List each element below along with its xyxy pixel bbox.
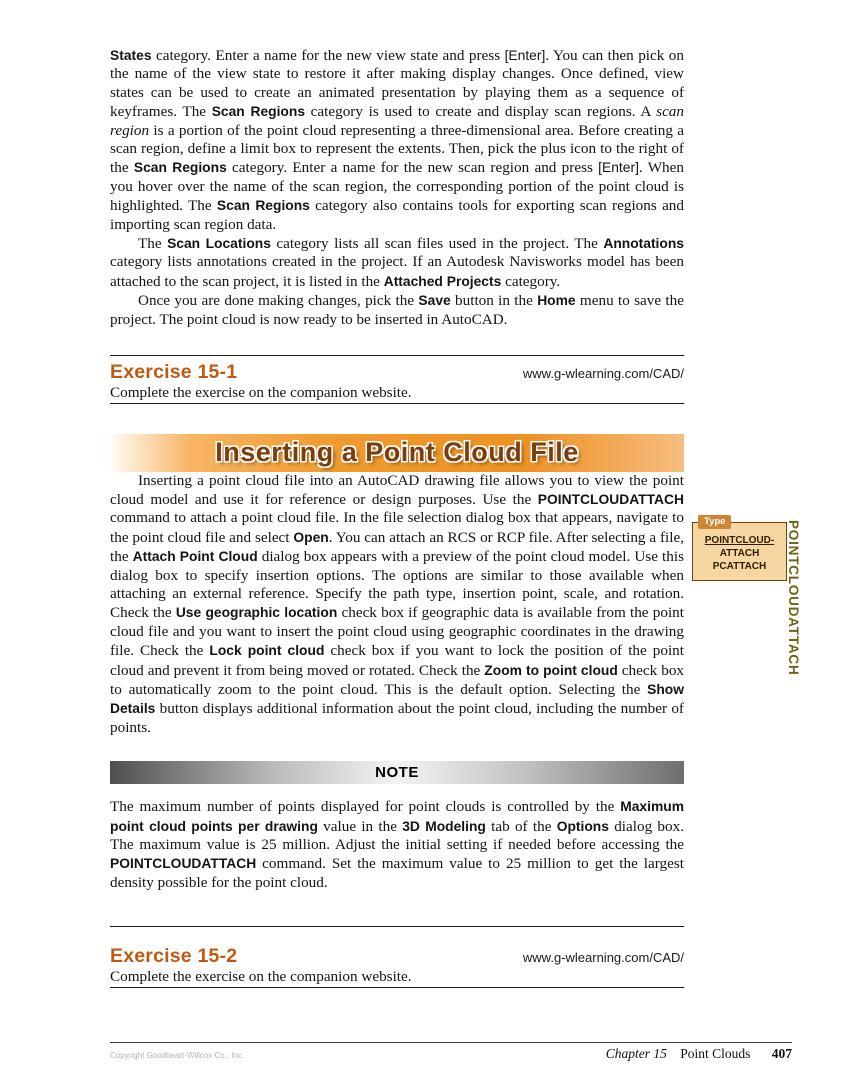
text-segment: Options [556, 817, 609, 834]
text-segment: States [110, 47, 152, 63]
exercise-title: Exercise 15-2 [110, 945, 238, 968]
type-label: Type [698, 515, 731, 529]
text-segment: tab of the [485, 817, 557, 835]
divider-rule [110, 926, 684, 927]
exercise-heading-row [110, 945, 684, 968]
text-segment: Show Details [110, 680, 684, 717]
text-segment: category also contains tools for exporting scan regions and importing scan region data. [110, 197, 684, 233]
text-segment: dialog box. The maximum value is 25 million. Adjust the initial setting if needed before accessing the [110, 817, 685, 853]
text-segment: Attached Projects [383, 272, 502, 289]
exercise-bottom-rule [110, 403, 684, 404]
text-segment: Once you are done making changes, pick the [138, 292, 419, 310]
text-segment: Lock point cloud [209, 642, 325, 659]
command-name-line-2: ATTACH [719, 548, 760, 559]
text-segment: Home [537, 292, 576, 309]
copyright-text: Copyright Goodheart-Willcox Co., Inc. [110, 1051, 245, 1060]
text-segment: category. Enter a name for the new view state and press [151, 47, 505, 64]
exercise-15-1-block [110, 355, 684, 403]
note-label: NOTE [375, 764, 419, 782]
exercise-instruction: Complete the exercise on the companion website. [110, 384, 412, 402]
chapter-number: Chapter 15 [605, 1046, 667, 1061]
text-segment: Scan Regions [211, 103, 306, 120]
text-segment: check box if geographic data is available from the point cloud file and you want to insert the point cloud using geographic coordinates in the drawing file. Check the [110, 604, 684, 660]
command-alias: PCATTACH [712, 561, 767, 572]
page-number: 407 [771, 1046, 792, 1061]
note-paragraph [110, 797, 684, 892]
exercise-instruction: Complete the exercise on the companion website. [110, 968, 412, 986]
section-heading-bar [110, 434, 684, 472]
text-segment: Attach Point Cloud [132, 548, 258, 565]
exercise-bottom-rule [110, 987, 684, 988]
note-block [110, 761, 684, 892]
text-segment: Inserting a point cloud file into an AutoCAD drawing file allows you to view the point cloud model and use it for reference or design purposes. Use the [110, 471, 684, 508]
page-footer [110, 1042, 792, 1062]
text-segment: category lists annotations created in the project. If an Autodesk Navisworks model has been attached to the scan project, it is listed in the [110, 253, 684, 290]
text-segment: is a portion of the point cloud representing a three-dimensional area. Before creating a scan region, define a limit box to represent the extents. Then, pick the plus icon to the right of the [110, 121, 684, 177]
text-segment: check box to automatically zoom to the point cloud. This is the default option. Selecting the [110, 661, 685, 698]
section-title: Inserting a Point Cloud File [215, 437, 579, 467]
text-segment: [Enter] [598, 159, 639, 176]
intro-paragraph-3 [110, 291, 684, 329]
text-segment: . You can attach an RCS or RCP file. After selecting a file, the [110, 528, 684, 566]
text-segment: Scan Regions [133, 159, 227, 176]
text-segment: category. [501, 272, 561, 290]
note-header-bar [110, 761, 684, 784]
exercise-top-rule [110, 355, 684, 356]
exercise-companion-url: www.g-wlearning.com/CAD/ [522, 950, 684, 966]
text-segment: . When you hover over the name of the scan region, the corresponding portion of the point cloud is highlighted. The [110, 159, 684, 215]
text-segment: category. Enter a name for the new scan region and press [226, 159, 599, 177]
text-segment: POINTCLOUDATTACH [110, 855, 257, 872]
text-segment: POINTCLOUDATTACH [537, 490, 684, 507]
text-segment: . You can then pick on the name of the view state to restore it after making display changes. Once defined, view states can be used to create an animated presentation by playing them as a sequence of keyframes. The [110, 47, 684, 121]
text-segment: Annotations [603, 235, 684, 252]
text-segment: check box if you want to lock the position of the point cloud and prevent it from being moved or rotated. Check the [110, 642, 684, 679]
running-footer [606, 1046, 792, 1062]
main-text-column [110, 46, 684, 988]
command-name-line-1: POINTCLOUD- [704, 535, 775, 546]
text-segment: scan region [110, 103, 684, 139]
text-segment: Maximum point cloud points per drawing [110, 798, 684, 834]
text-segment: 3D Modeling [402, 817, 486, 834]
exercise-15-2-block [110, 945, 684, 987]
text-segment: The [138, 235, 168, 253]
intro-paragraph-1 [110, 46, 684, 234]
exercise-companion-url: www.g-wlearning.com/CAD/ [522, 366, 684, 382]
text-segment: button in the [450, 292, 538, 310]
text-segment: command. Set the maximum value to 25 million to get the largest density possible for the point cloud. [110, 855, 684, 891]
exercise-heading-row [110, 361, 684, 384]
text-segment: Zoom to point cloud [484, 661, 618, 678]
section-body-paragraph [110, 472, 684, 738]
text-segment: Save [418, 292, 451, 309]
exercise-title: Exercise 15-1 [110, 361, 238, 384]
text-segment: Scan Regions [216, 197, 310, 214]
text-segment: dialog box appears with a preview of the point cloud model. Use this dialog box to specify insertion options. The options are similar to those available when attaching an external reference. Specify the path type, insertion point, scale, and rotation. Check the [110, 548, 684, 622]
intro-paragraph-2 [110, 234, 684, 291]
text-segment: Use geographic location [175, 604, 338, 621]
margin-command-tab: POINTCLOUDATTACH [786, 520, 801, 676]
text-segment: [Enter] [504, 47, 546, 63]
text-segment: menu to save the project. The point cloud is now ready to be inserted in AutoCAD. [110, 292, 684, 328]
text-segment: Open [293, 528, 329, 545]
footer-row [110, 1046, 792, 1062]
text-segment: button displays additional information about the point cloud, including the number of points. [110, 700, 684, 736]
chapter-title: Point Clouds [680, 1046, 751, 1061]
text-segment: The maximum number of points displayed for point clouds is controlled by the [110, 798, 621, 816]
footer-rule [110, 1042, 792, 1043]
text-segment: category lists all scan files used in the project. The [270, 235, 604, 253]
text-segment: command to attach a point cloud file. In the file selection dialog box that appears, navigate to the point cloud file and select [110, 509, 684, 546]
text-segment: value in the [317, 817, 403, 835]
text-segment: category is used to create and display scan regions. A [305, 103, 657, 121]
command-type-box [692, 516, 787, 581]
text-segment: Scan Locations [167, 235, 271, 252]
